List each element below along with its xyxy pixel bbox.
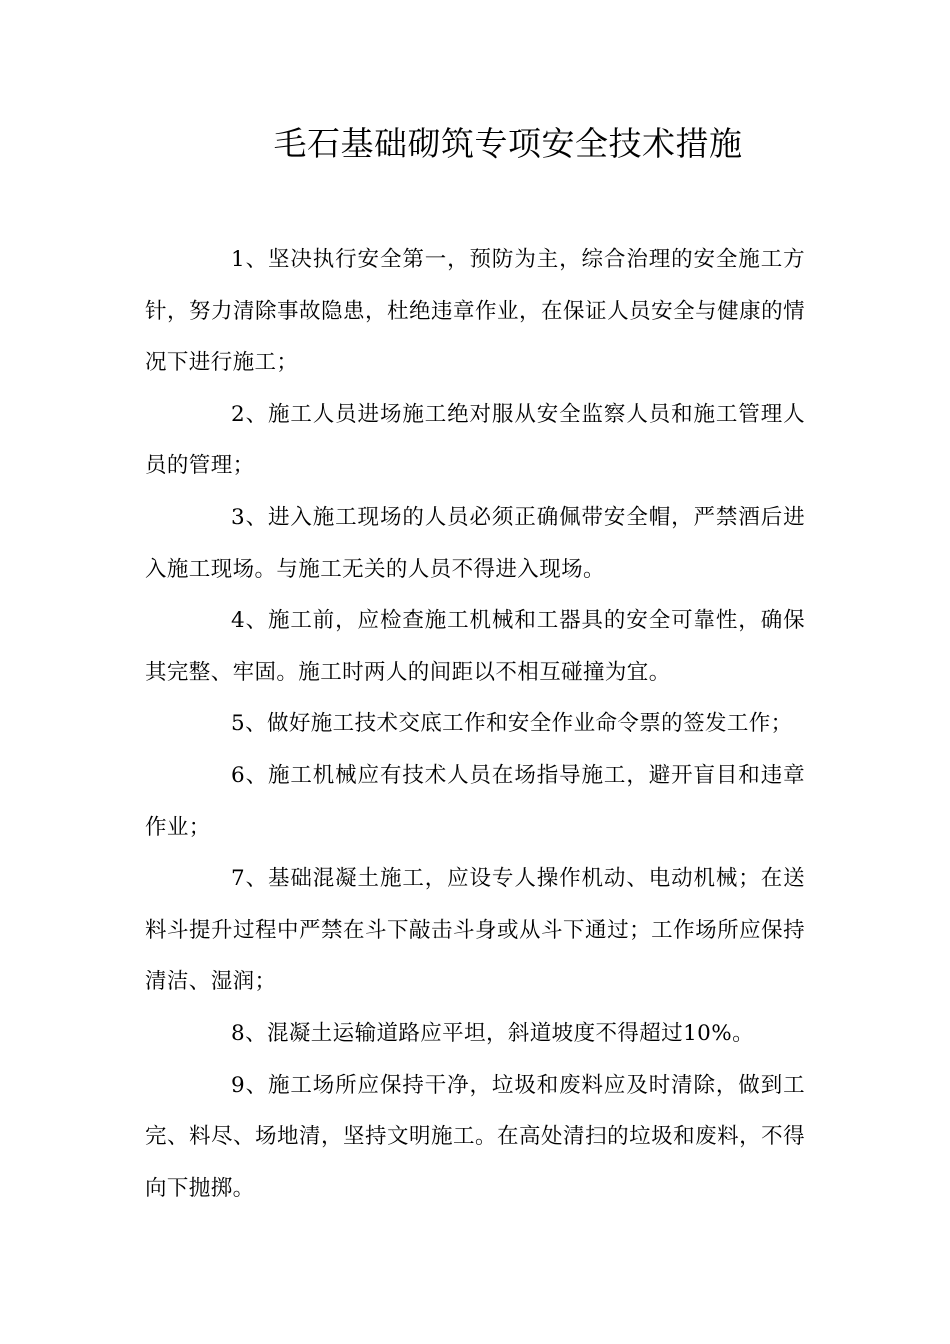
paragraph-1: 1、坚决执行安全第一，预防为主，综合治理的安全施工方针，努力清除事故隐患，杜绝违章作业，在保证人员安全与健康的情况下进行施工； <box>145 247 805 376</box>
paragraph-8: 8、混凝土运输道路应平坦，斜道坡度不得超过10%。 <box>231 1020 754 1046</box>
paragraph-3: 3、进入施工现场的人员必须正确佩带安全帽，严禁酒后进入施工现场。与施工无关的人员不得进入现场。 <box>145 504 805 582</box>
paragraph-2: 2、施工人员进场施工绝对服从安全监察人员和施工管理人员的管理； <box>145 401 805 479</box>
document-body <box>145 234 805 1214</box>
paragraph-5: 5、做好施工技术交底工作和安全作业命令票的签发工作； <box>231 711 793 737</box>
document-title: 毛石基础砌筑专项安全技术措施 <box>273 124 743 163</box>
paragraph-4: 4、施工前，应检查施工机械和工器具的安全可靠性，确保其完整、牢固。施工时两人的间距以不相互碰撞为宜。 <box>145 608 805 685</box>
paragraph-9: 9、施工场所应保持干净，垃圾和废料应及时清除，做到工完、料尽、场地清，坚持文明施工。在高处清扫的垃圾和废料，不得向下抛掷。 <box>145 1072 805 1201</box>
paragraph-7: 7、基础混凝土施工，应设专人操作机动、电动机械；在送料斗提升过程中严禁在斗下敲击斗身或从斗下通过；工作场所应保持清洁、湿润； <box>145 866 805 995</box>
paragraph-6: 6、施工机械应有技术人员在场指导施工，避开盲目和违章作业； <box>145 762 805 840</box>
